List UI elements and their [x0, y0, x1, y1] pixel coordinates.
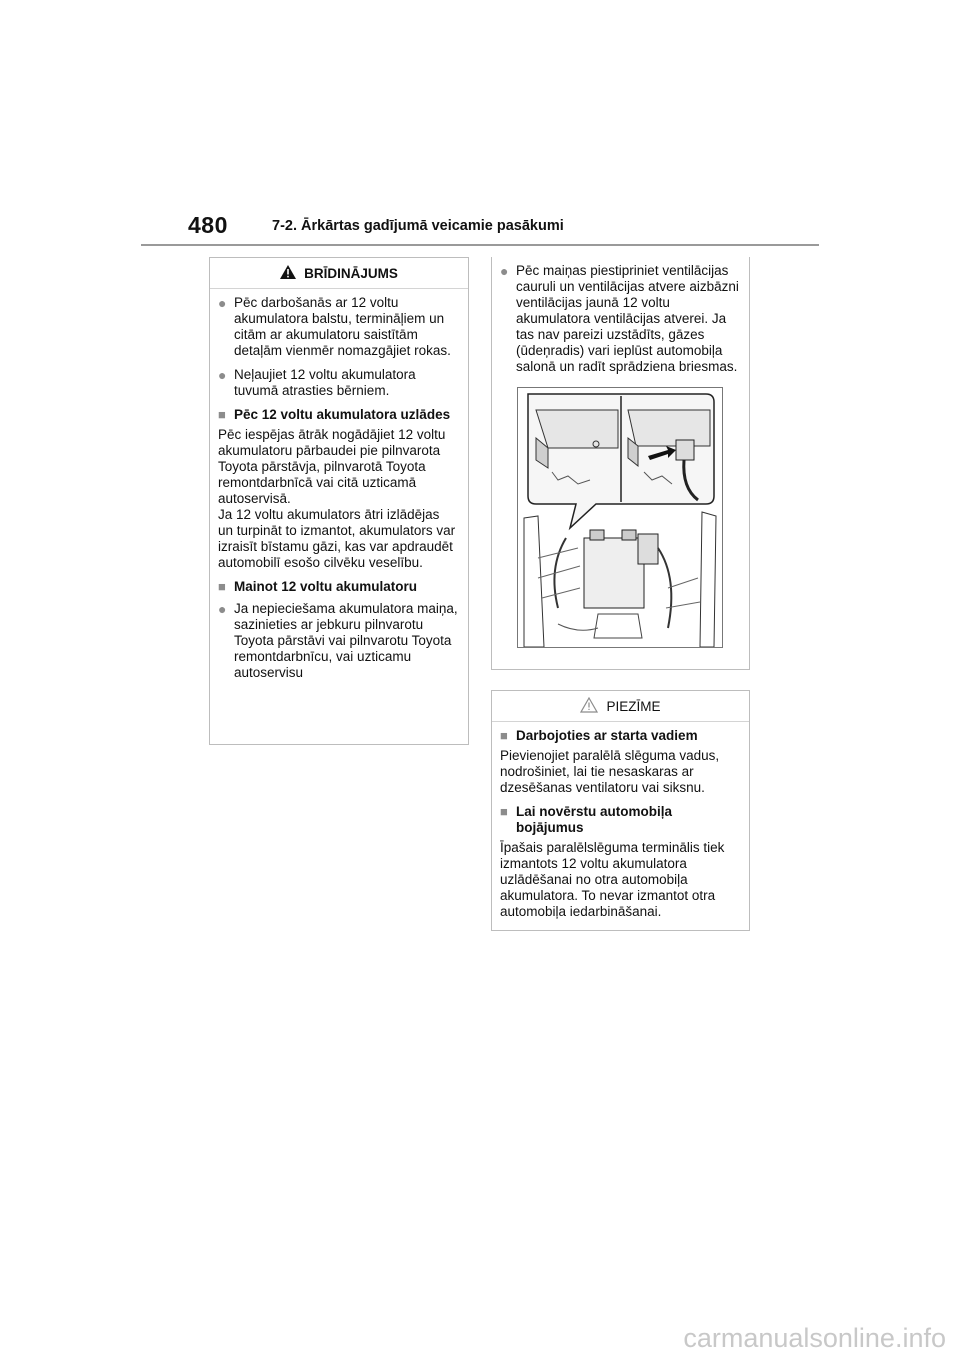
- subsection-heading: ■ Mainot 12 voltu akumulatoru: [218, 579, 418, 594]
- square-bullet-icon: ■: [218, 579, 226, 594]
- subsection-heading: ■ Pēc 12 voltu akumulatora uzlādes: [218, 407, 451, 422]
- page-number: 480: [188, 212, 228, 238]
- square-bullet-icon: ■: [500, 804, 508, 819]
- note-box-header: [492, 691, 749, 722]
- square-bullet-icon: ■: [218, 407, 226, 422]
- paragraph: Pēc iespējas ātrāk nogādājiet 12 voltu akumulatoru pārbaudei pie pilnvarota Toyota pārstāvja, pilnvarotā Toyota remontdarbnīcā vai citā uzticamā autoservisā.: [218, 427, 446, 506]
- warning-title: BRĪDINĀJUMS: [304, 265, 398, 281]
- circle-bullet-icon: ●: [500, 263, 509, 279]
- warning-box-header: [210, 258, 468, 289]
- subsection-heading: ■ Darbojoties ar starta vadiem: [500, 728, 698, 743]
- list-item: ● Ja nepieciešama akumulatora maiņa, sazinieties ar jebkuru pilnvarotu Toyota pārstāvi vai pilnvarotu Toyota remontdarbnīcu, vai uzticamu autoservisu: [218, 601, 458, 680]
- paragraph: Pievienojiet paralēlā slēguma vadus, nodrošiniet, lai tie nesaskaras ar dzesēšanas ventilatoru vai siksnu.: [500, 748, 720, 795]
- list-item: ● Neļaujiet 12 voltu akumulatora tuvumā atrasties bērniem.: [218, 367, 416, 398]
- circle-bullet-icon: ●: [218, 367, 227, 383]
- battery-vent-illustration: [517, 387, 723, 648]
- caution-triangle-icon: [580, 697, 598, 716]
- continuation-box: [491, 257, 750, 670]
- list-item: ● Pēc darbošanās ar 12 voltu akumulatora balstu, termināļiem un citām ar akumulatoru saistītām detaļām vienmēr nomazgājiet rokas.: [218, 295, 451, 358]
- section-title: 7-2. Ārkārtas gadījumā veicamie pasākumi: [272, 218, 564, 234]
- subsection-heading: ■ Lai novērstu automobiļa bojājumus: [500, 804, 673, 835]
- paragraph: Īpašais paralēlslēguma terminālis tiek izmantots 12 voltu akumulatora uzlādēšanai no otra automobiļa akumulatora. To nevar izmantot otra automobiļa iedarbināšanai.: [500, 840, 725, 919]
- header-divider: [141, 244, 819, 246]
- watermark: carmanualsonline.info: [683, 1323, 946, 1353]
- note-box: [491, 690, 750, 931]
- battery-vent-drawing: [518, 388, 722, 647]
- square-bullet-icon: ■: [500, 728, 508, 743]
- paragraph: Ja 12 voltu akumulators ātri izlādējas un turpināt to izmantot, akumulators var izraisīt bīstamu gāzi, kas var apdraudēt automobilī esošo cilvēku veselību.: [218, 507, 456, 570]
- warning-box: [209, 257, 469, 745]
- circle-bullet-icon: ●: [218, 601, 227, 617]
- warning-triangle-icon: [280, 265, 296, 282]
- note-title: PIEZĪME: [606, 698, 661, 714]
- list-item: ● Pēc maiņas piestipriniet ventilācijas cauruli un ventilācijas atvere aizbāzni ventilācijas jaunā 12 voltu akumulatora ventilācijas atverei. Ja tas nav pareizi uzstādīts, gāzes (ūdeņradis) vari ieplūst automobiļa salonā un radīt sprādziena briesmas.: [500, 263, 739, 374]
- circle-bullet-icon: ●: [218, 295, 227, 311]
